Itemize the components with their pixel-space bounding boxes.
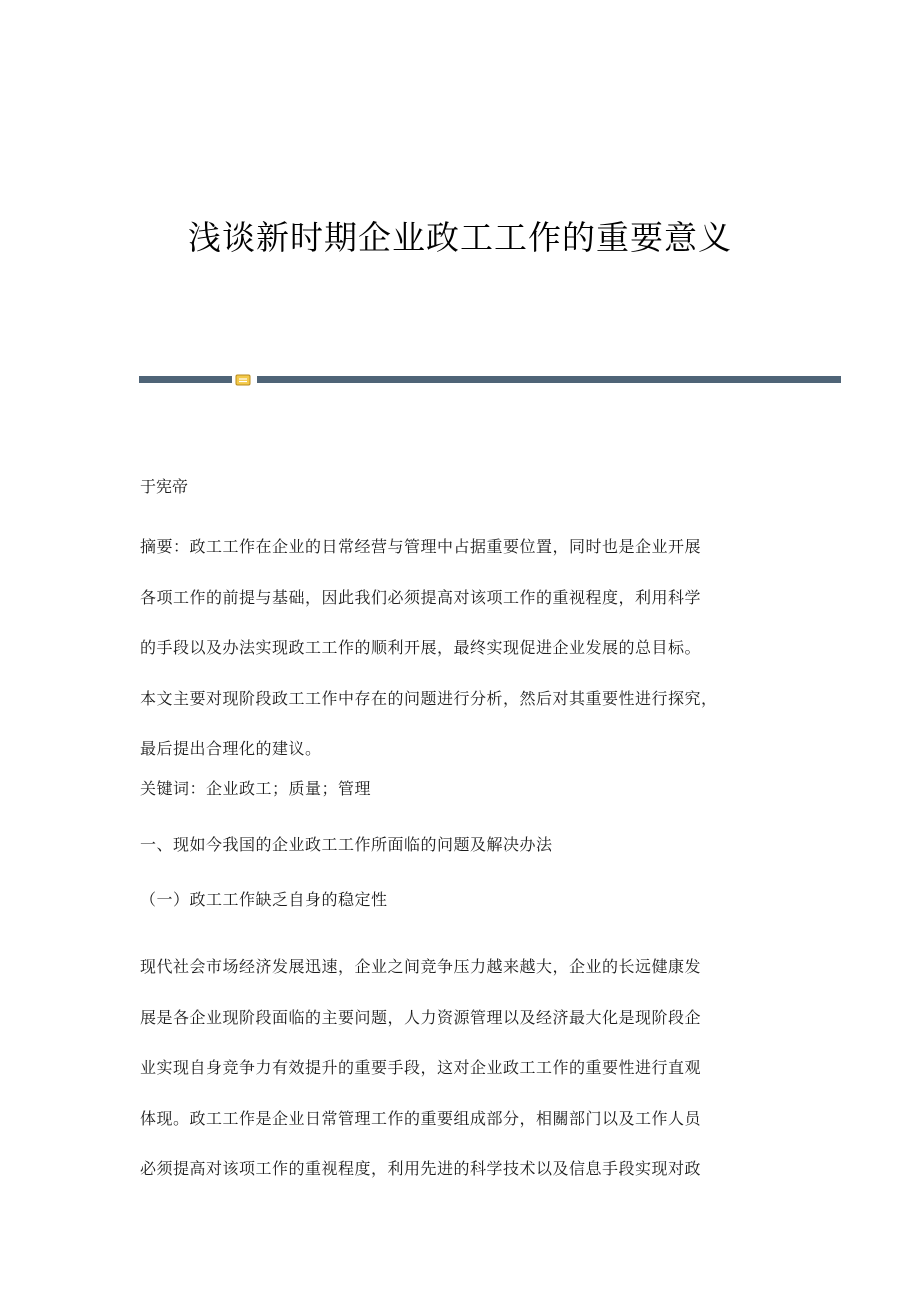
title-divider [139, 374, 841, 386]
body-line: 必须提高对该项工作的重视程度，利用先进的科学技术以及信息手段实现对政 [140, 1159, 702, 1178]
abstract-line: 各项工作的前提与基础，因此我们必须提高对该项工作的重视程度，利用科学 [140, 587, 702, 607]
subsection-heading: （一）政工工作缺乏自身的稳定性 [140, 890, 388, 909]
abstract-line: 本文主要对现阶段政工工作中存在的问题进行分析，然后对其重要性进行探究， [140, 688, 718, 708]
abstract-line: 最后提出合理化的建议。 [140, 739, 322, 758]
divider-bar-left [139, 376, 232, 383]
body-line: 业实现自身竞争力有效提升的重要手段，这对企业政工工作的重要性进行直观 [140, 1058, 702, 1077]
author-name: 于宪帝 [140, 477, 189, 496]
body-line: 体现。政工工作是企业日常管理工作的重要组成部分，相關部门以及工作人员 [140, 1108, 702, 1128]
abstract-line: 的手段以及办法实现政工工作的顺利开展，最终实现促进企业发展的总目标。 [140, 638, 702, 657]
abstract-paragraph [140, 522, 780, 775]
keywords-line: 关键词：企业政工；质量；管理 [140, 779, 372, 798]
body-paragraph [140, 942, 780, 1195]
divider-bar-right [257, 376, 841, 383]
body-line: 展是各企业现阶段面临的主要问题，人力资源管理以及经济最大化是现阶段企 [140, 1007, 702, 1027]
abstract-line: 摘要：政工工作在企业的日常经营与管理中占据重要位置，同时也是企业开展 [140, 537, 702, 556]
document-ornament-icon [235, 374, 251, 386]
body-line: 现代社会市场经济发展迅速，企业之间竞争压力越来越大，企业的长远健康发 [140, 957, 702, 976]
document-title: 浅谈新时期企业政工工作的重要意义 [188, 218, 732, 257]
section-heading: 一、现如今我国的企业政工工作所面临的问题及解决办法 [140, 835, 553, 854]
